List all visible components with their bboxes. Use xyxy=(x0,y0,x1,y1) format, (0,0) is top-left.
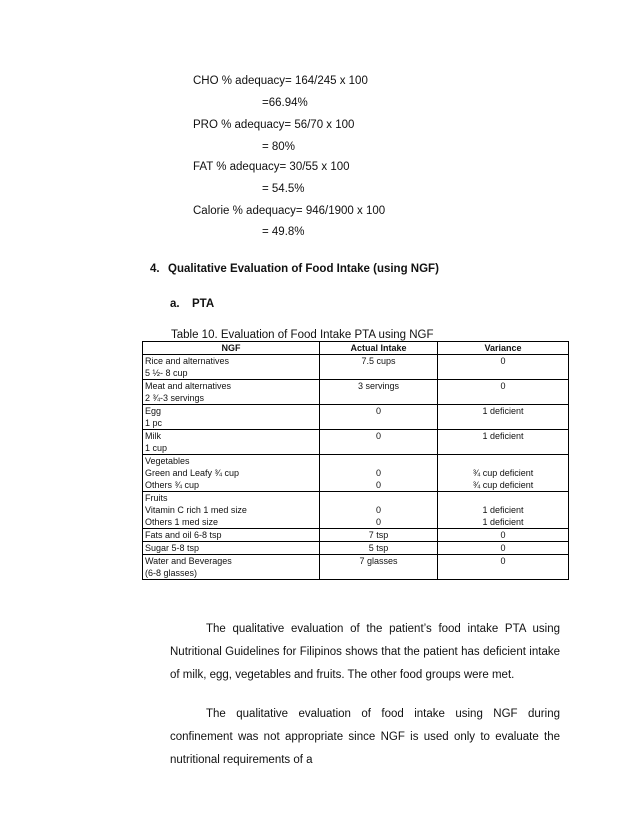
pro-formula: PRO % adequacy= 56/70 x 100 xyxy=(193,119,355,131)
ngf-cell xyxy=(143,380,320,405)
variance-cell-line: 1 deficient xyxy=(482,431,524,441)
intake-cell-line: 0 xyxy=(375,517,381,527)
ngf-cell xyxy=(143,430,320,455)
variance-cell-line: 0 xyxy=(500,381,506,391)
intake-cell-line: 0 xyxy=(375,505,381,515)
ngf-cell-line: Milk xyxy=(145,431,161,441)
table-row xyxy=(143,355,569,380)
variance-cell-line: 1 deficient xyxy=(482,517,524,527)
table-header-row xyxy=(143,342,569,355)
section-title: Qualitative Evaluation of Food Intake (using NGF) xyxy=(168,263,439,275)
ngf-cell-line: Vitamin C rich 1 med size xyxy=(145,505,247,515)
variance-cell-line: ¾ cup deficient xyxy=(472,480,534,490)
ngf-cell-line: Vegetables xyxy=(145,456,190,466)
variance-cell-line: 0 xyxy=(500,530,506,540)
ngf-cell xyxy=(143,492,320,529)
variance-cell-line: 1 deficient xyxy=(482,505,524,515)
intake-cell-line: 0 xyxy=(375,468,381,478)
variance-cell xyxy=(438,355,569,380)
ngf-cell xyxy=(143,455,320,492)
ngf-cell xyxy=(143,555,320,580)
variance-cell-line: 1 deficient xyxy=(482,406,524,416)
variance-cell-line: 0 xyxy=(500,543,506,553)
ngf-cell-line: 1 pc xyxy=(145,418,163,428)
intake-cell-line: 7 glasses xyxy=(359,556,398,566)
ngf-cell xyxy=(143,405,320,430)
paragraph-confinement-evaluation: The qualitative evaluation of food intake using NGF during confinement was not appropriate since NGF is used only to evaluate the nutritional requirements of a xyxy=(170,708,560,766)
ngf-cell-line: Rice and alternatives xyxy=(145,356,230,366)
variance-cell xyxy=(438,492,569,529)
intake-cell xyxy=(320,430,438,455)
intake-cell xyxy=(320,355,438,380)
table-row xyxy=(143,430,569,455)
ngf-cell-line: Sugar 5-8 tsp xyxy=(145,543,200,553)
intake-cell-line: 3 servings xyxy=(357,381,400,391)
table-body xyxy=(143,355,569,580)
ngf-cell-line: Fats and oil 6-8 tsp xyxy=(145,530,222,540)
table-row xyxy=(143,380,569,405)
fat-formula: FAT % adequacy= 30/55 x 100 xyxy=(193,161,350,173)
header-ngf: NGF xyxy=(143,342,320,355)
section-number: 4. xyxy=(150,263,160,275)
cho-formula: CHO % adequacy= 164/245 x 100 xyxy=(193,75,368,87)
intake-cell xyxy=(320,455,438,492)
intake-cell xyxy=(320,380,438,405)
pro-result: = 80% xyxy=(262,141,295,153)
ngf-cell-line: Others 1 med size xyxy=(145,517,219,527)
table-row xyxy=(143,405,569,430)
cho-result: =66.94% xyxy=(262,97,308,109)
subsection-heading xyxy=(170,298,214,310)
calorie-result: = 49.8% xyxy=(262,226,305,238)
table-row xyxy=(143,542,569,555)
intake-cell xyxy=(320,405,438,430)
ngf-cell-line: Fruits xyxy=(145,493,168,503)
intake-cell-line: 7 tsp xyxy=(368,530,389,540)
intake-cell xyxy=(320,529,438,542)
ngf-cell-line: Egg xyxy=(145,406,162,416)
variance-cell-line xyxy=(440,455,566,467)
ngf-cell-line: Others ¾ cup xyxy=(145,480,200,490)
ngf-cell-line: Meat and alternatives xyxy=(145,381,232,391)
intake-cell-line: 5 tsp xyxy=(368,543,389,553)
table-row xyxy=(143,492,569,529)
ngf-cell xyxy=(143,542,320,555)
ngf-cell-line: 2 ¾-3 servings xyxy=(145,393,205,403)
paragraph-pta-evaluation: The qualitative evaluation of the patient’s food intake PTA using Nutritional Guidelines for Filipinos shows that the patient has deficient intake of milk, egg, vegetables and fruits. The other food groups were met. xyxy=(170,623,560,681)
ngf-evaluation-table xyxy=(142,341,569,580)
intake-cell-line: 0 xyxy=(375,431,381,441)
table-row xyxy=(143,455,569,492)
subsection-title: PTA xyxy=(192,298,215,310)
header-variance: Variance xyxy=(438,342,569,355)
intake-cell-line: 7.5 cups xyxy=(361,356,396,366)
ngf-cell-line: Green and Leafy ¾ cup xyxy=(145,468,240,478)
variance-cell-line: 0 xyxy=(500,556,506,566)
ngf-cell-line: 1 cup xyxy=(145,443,168,453)
intake-cell-line xyxy=(322,455,435,467)
variance-cell-line: ¾ cup deficient xyxy=(472,468,534,478)
fat-result: = 54.5% xyxy=(262,183,305,195)
intake-cell xyxy=(320,555,438,580)
table-caption: Table 10. Evaluation of Food Intake PTA using NGF xyxy=(171,329,434,341)
intake-cell-line: 0 xyxy=(375,480,381,490)
ngf-cell xyxy=(143,355,320,380)
calorie-formula: Calorie % adequacy= 946/1900 x 100 xyxy=(193,205,386,217)
section-heading xyxy=(150,263,439,275)
subsection-number: a. xyxy=(170,298,180,310)
variance-cell xyxy=(438,542,569,555)
ngf-cell xyxy=(143,529,320,542)
variance-cell xyxy=(438,380,569,405)
ngf-cell-line: (6-8 glasses) xyxy=(145,568,198,578)
table-row xyxy=(143,529,569,542)
ngf-cell-line: Water and Beverages xyxy=(145,556,232,566)
ngf-cell-line: 5 ½- 8 cup xyxy=(145,368,188,378)
variance-cell xyxy=(438,555,569,580)
variance-cell-line: 0 xyxy=(500,356,506,366)
variance-cell xyxy=(438,529,569,542)
intake-cell-line: 0 xyxy=(375,406,381,416)
variance-cell xyxy=(438,405,569,430)
variance-cell xyxy=(438,455,569,492)
variance-cell xyxy=(438,430,569,455)
header-actual-intake: Actual Intake xyxy=(320,342,438,355)
table-row xyxy=(143,555,569,580)
intake-cell xyxy=(320,542,438,555)
intake-cell xyxy=(320,492,438,529)
intake-cell-line xyxy=(322,492,435,504)
variance-cell-line xyxy=(440,492,566,504)
